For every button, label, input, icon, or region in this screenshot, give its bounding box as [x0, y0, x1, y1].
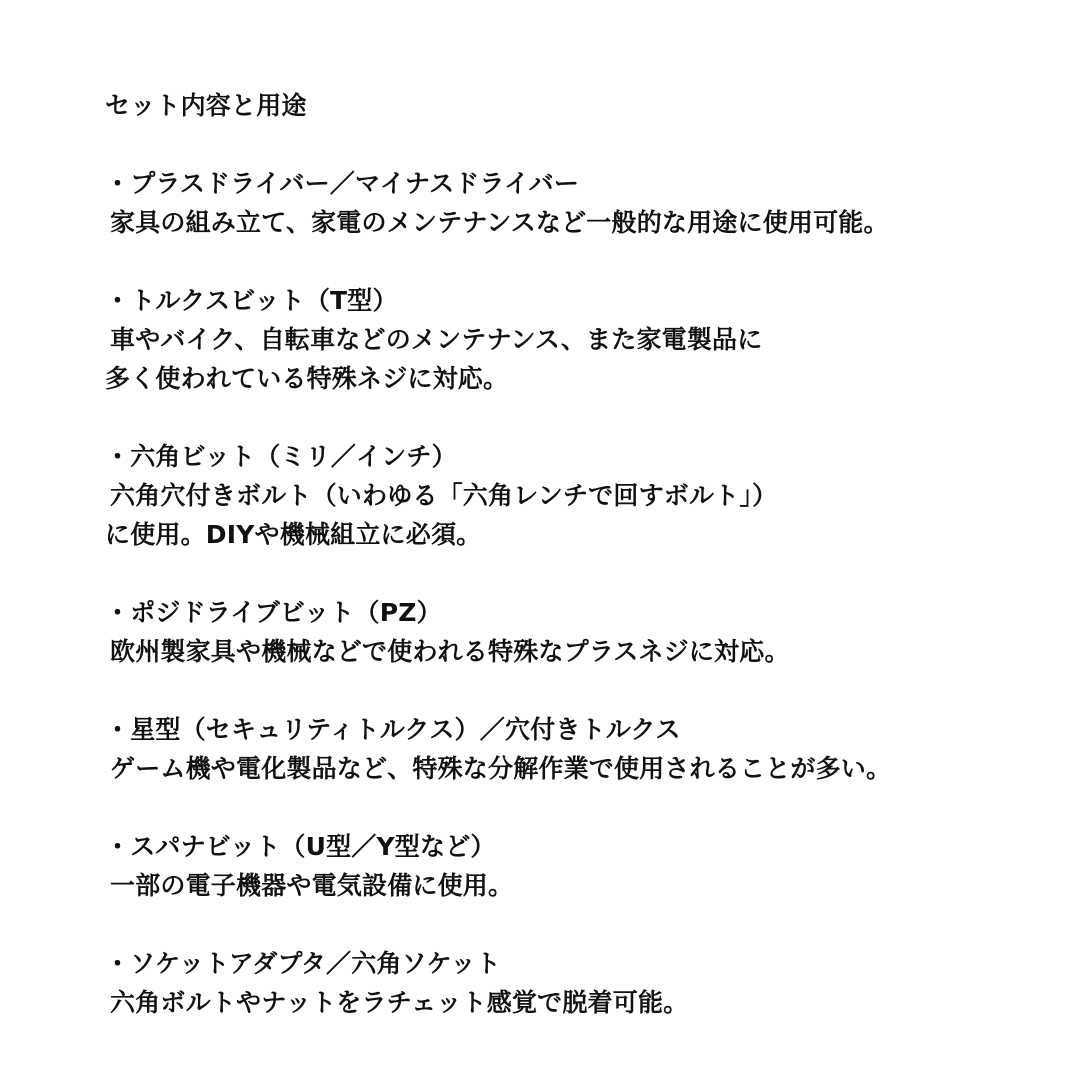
section-star-security-torx	[105, 710, 1045, 788]
section-socket-adapter	[105, 944, 1045, 1022]
section-plus-minus-driver	[105, 164, 1045, 242]
page-title: セット内容と用途	[105, 91, 307, 120]
section-heading: ・スパナビット（U型／Y型など）	[105, 832, 496, 861]
section-text: ゲーム機や電化製品など、特殊な分解作業で使用されることが多い。	[110, 754, 892, 783]
section-heading: ・ポジドライブビット（PZ）	[105, 598, 442, 627]
section-pozidriv-bit	[105, 593, 1045, 671]
section-text: 六角ボルトやナットをラチェット感覚で脱着可能。	[110, 988, 689, 1017]
section-heading: ・六角ビット（ミリ／インチ）	[105, 442, 457, 471]
section-text: 家具の組み立て、家電のメンテナンスなど一般的な用途に使用可能。	[110, 208, 889, 237]
section-torx-bit	[105, 281, 1045, 398]
section-text: 多く使われている特殊ネジに対応。	[105, 364, 509, 393]
section-spanner-bit	[105, 827, 1045, 905]
section-text: 車やバイク、自転車などのメンテナンス、また家電製品に	[110, 325, 763, 354]
section-text: 六角穴付きボルト（いわゆる「六角レンチで回すボルト」）	[110, 481, 778, 510]
section-heading: ・プラスドライバー／マイナスドライバー	[105, 169, 580, 198]
section-heading: ・トルクスビット（T型）	[105, 286, 398, 315]
section-heading: ・星型（セキュリティトルクス）／穴付きトルクス	[105, 715, 681, 744]
section-heading: ・ソケットアダプタ／六角ソケット	[105, 949, 501, 978]
document-body	[105, 86, 1045, 1022]
section-text: に使用。DIYや機械組立に必須。	[105, 520, 482, 549]
section-hex-bit	[105, 437, 1045, 554]
section-text: 一部の電子機器や電気設備に使用。	[110, 871, 514, 900]
section-text: 欧州製家具や機械などで使われる特殊なプラスネジに対応。	[110, 637, 790, 666]
